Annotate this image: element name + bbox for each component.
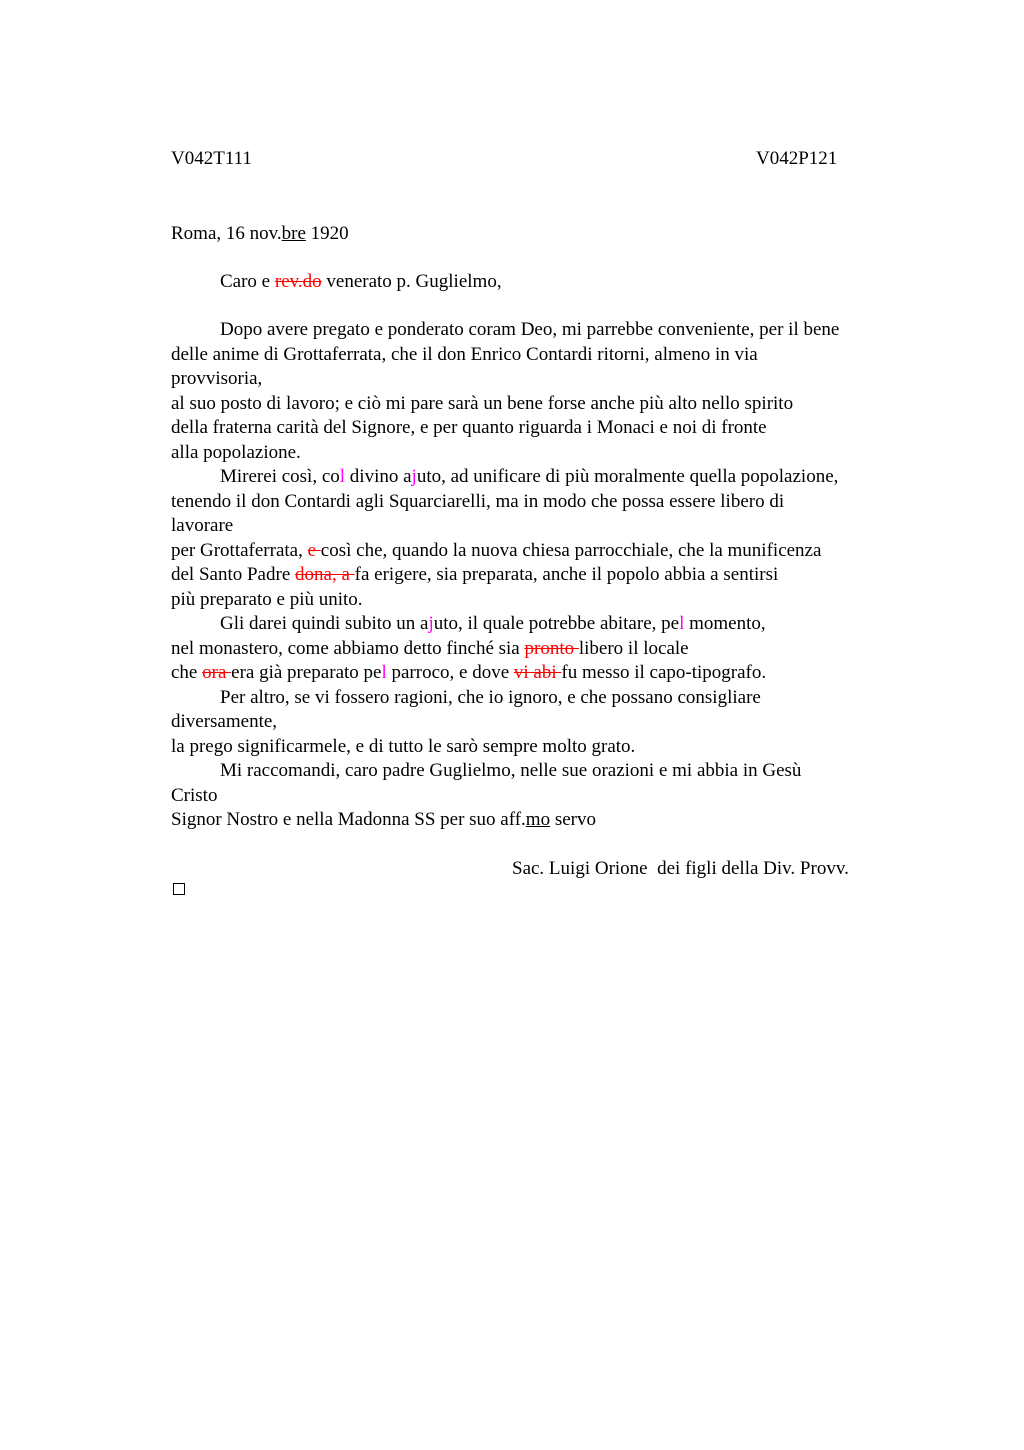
letter-date bbox=[171, 222, 349, 246]
body-line: tenendo il don Contardi agli Squarciarelli, ma in modo che possa essere libero di bbox=[171, 490, 785, 512]
line-segment: Signor Nostro e nella Madonna SS per suo aff. bbox=[171, 809, 526, 830]
body-line: Per altro, se vi fossero ragioni, che io ignoro, e che possano consigliare bbox=[220, 686, 761, 708]
line-segment: divino a bbox=[345, 466, 412, 487]
body-line: Dopo avere pregato e ponderato coram Deo, mi parrebbe conveniente, per il bene bbox=[220, 319, 840, 340]
date-year: 1920 bbox=[305, 223, 349, 244]
deleted-text: e bbox=[307, 539, 321, 561]
line-segment: parroco, e dove bbox=[386, 662, 514, 683]
body-line bbox=[171, 539, 911, 564]
checkbox-glyph-icon bbox=[173, 883, 185, 895]
body-line: più preparato e più unito. bbox=[171, 588, 363, 610]
body-line bbox=[171, 661, 911, 686]
body-line: Mi raccomandi, caro padre Guglielmo, nelle sue orazioni e mi abbia in Gesù bbox=[220, 760, 802, 781]
body-line: la prego significarmele, e di tutto le sarò sempre molto grato. bbox=[171, 735, 636, 757]
deleted-text: pronto bbox=[524, 637, 579, 659]
body-line bbox=[171, 465, 911, 490]
document-ref-right: V042P121 bbox=[756, 148, 838, 169]
body-line: diversamente, bbox=[171, 711, 278, 732]
inserted-text: l bbox=[339, 466, 346, 487]
line-segment: Mirerei così, co bbox=[220, 466, 340, 487]
body-line: della fraterna carità del Signore, e per quanto riguarda i Monaci e noi di fronte bbox=[171, 417, 767, 438]
body-line bbox=[171, 563, 911, 588]
document-ref-left: V042T111 bbox=[171, 148, 252, 169]
body-line: al suo posto di lavoro; e ciò mi pare sarà un bene forse anche più alto nello spirito bbox=[171, 392, 794, 414]
line-segment: del Santo Padre bbox=[171, 564, 296, 585]
greeting-text: Caro e bbox=[220, 271, 275, 292]
abbrev-superscript: mo bbox=[525, 809, 551, 830]
body-line: Cristo bbox=[171, 784, 218, 806]
line-segment: era già preparato pe bbox=[231, 662, 382, 683]
line-segment: per Grottaferrata, bbox=[171, 539, 308, 561]
line-segment: momento, bbox=[684, 613, 766, 634]
line-segment: che bbox=[171, 662, 203, 683]
line-segment: fa erigere, sia preparata, anche il popolo abbia a sentirsi bbox=[354, 564, 779, 585]
body-line: alla popolazione. bbox=[171, 441, 301, 463]
body-line bbox=[171, 612, 911, 637]
letter-signature: Sac. Luigi Orione dei figli della Div. Provv. bbox=[512, 858, 849, 879]
line-segment: uto, il quale potrebbe abitare, pe bbox=[433, 613, 680, 634]
date-month-abbrev: bre bbox=[281, 223, 306, 244]
line-segment: nel monastero, come abbiamo detto finché sia bbox=[171, 637, 525, 659]
body-line bbox=[171, 808, 911, 833]
date-prefix: Roma, 16 nov. bbox=[171, 223, 282, 244]
inserted-text: l bbox=[381, 662, 387, 683]
inserted-text: j bbox=[411, 466, 417, 487]
body-line bbox=[171, 637, 911, 662]
body-line: lavorare bbox=[171, 515, 234, 536]
inserted-text: l bbox=[679, 613, 685, 634]
deleted-text: dona, a bbox=[295, 564, 355, 585]
line-segment: servo bbox=[550, 809, 596, 830]
letter-greeting bbox=[220, 270, 502, 294]
line-segment: così che, quando la nuova chiesa parrocchiale, che la munificenza bbox=[320, 539, 822, 561]
greeting-text: venerato p. Guglielmo, bbox=[321, 271, 502, 292]
deleted-text: vi abi bbox=[513, 662, 562, 683]
line-segment: fu messo il capo-tipografo. bbox=[561, 662, 767, 683]
line-segment: uto, ad unificare di più moralmente quella popolazione, bbox=[416, 466, 839, 487]
line-segment: Gli darei quindi subito un a bbox=[220, 613, 429, 634]
body-line: provvisoria, bbox=[171, 368, 263, 389]
body-line: delle anime di Grottaferrata, che il don Enrico Contardi ritorni, almeno in via bbox=[171, 343, 758, 365]
line-segment: libero il locale bbox=[578, 637, 689, 659]
deleted-text: ora bbox=[202, 662, 232, 683]
letter-body bbox=[171, 318, 911, 833]
inserted-text: j bbox=[428, 613, 434, 634]
deleted-text: rev.do bbox=[274, 271, 322, 292]
